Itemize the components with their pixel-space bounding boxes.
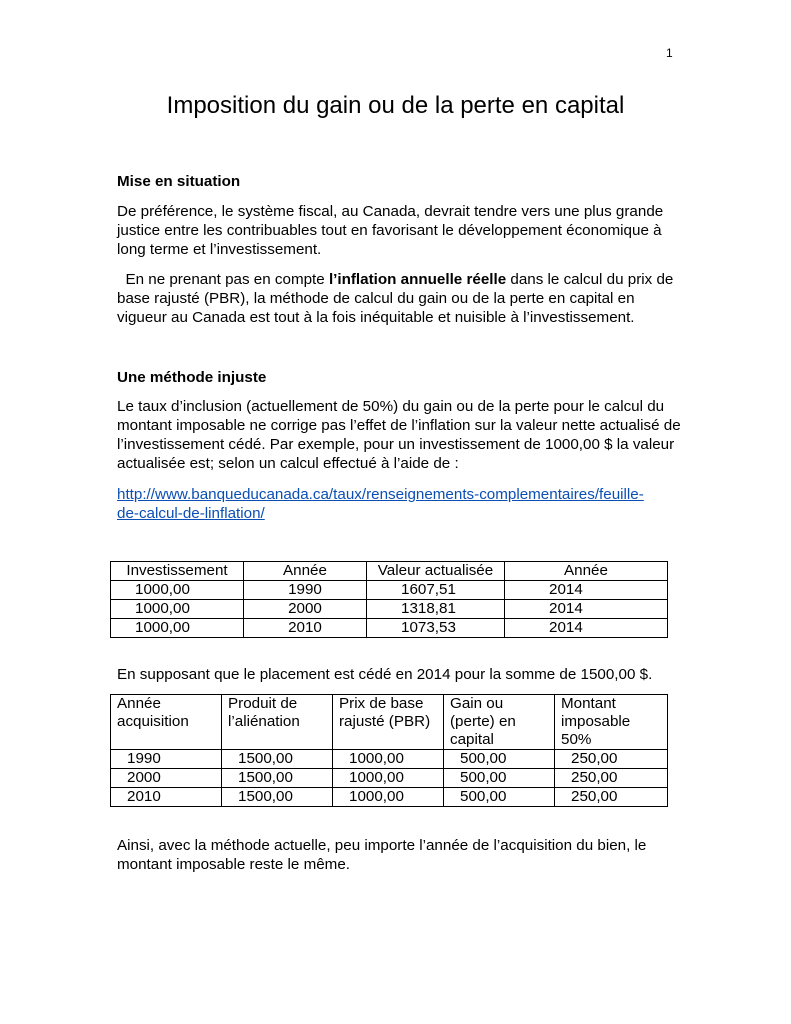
header-line: Produit de — [228, 695, 298, 712]
header-line: capital — [450, 731, 494, 748]
table-cell: 1000,00 — [111, 600, 244, 619]
paragraph-intro: De préférence, le système fiscal, au Canada, devrait tendre vers une plus grande justice entre les contribuables tout en favorisant le développement économique à long terme et l’investissement. — [117, 203, 664, 258]
table-cell: 1500,00 — [222, 788, 333, 807]
table-cell: 1000,00 — [333, 769, 444, 788]
paragraph-inflation-start: En ne prenant pas en compte — [117, 271, 329, 288]
table-cell: 1318,81 — [367, 600, 505, 619]
table-cell: 1000,00 — [111, 581, 244, 600]
table-header-cell: Année — [505, 562, 668, 581]
table-header-cell — [555, 695, 668, 750]
page-number: 1 — [666, 46, 673, 60]
paragraph-taux-inclusion: Le taux d’inclusion (actuellement de 50%) du gain ou de la perte pour le calcul du montant imposable ne corrige pas l’effet de l’inflation sur la valeur nette actualisé de l’investissement cédé. Par exemple, pour un investissement de 1000,00 $ la valeur actualisée est; selon un calcul effectué à l’aide de : — [117, 398, 681, 472]
paragraph-placement-cede: En supposant que le placement est cédé en 2014 pour la somme de 1500,00 $. — [117, 666, 653, 683]
table-cell: 2000 — [244, 600, 367, 619]
table-cell: 2014 — [505, 619, 668, 638]
link-line-2[interactable]: de-calcul-de-linflation/ — [117, 505, 265, 522]
link-line-1[interactable]: http://www.banqueducanada.ca/taux/renseignements-complementaires/feuille- — [117, 486, 644, 503]
header-line: Prix de base — [339, 695, 424, 712]
table-cell: 1500,00 — [222, 769, 333, 788]
inflation-calculator-link[interactable] — [117, 485, 687, 523]
header-line: Gain ou — [450, 695, 504, 712]
header-line: (perte) en — [450, 713, 516, 730]
table-row — [111, 788, 668, 807]
table-row — [111, 600, 668, 619]
montant-imposable-table — [110, 694, 668, 807]
table-header-row — [111, 695, 668, 750]
table-cell: 1000,00 — [111, 619, 244, 638]
header-line: 50% — [561, 731, 592, 748]
table-header-cell — [222, 695, 333, 750]
table-header-cell — [333, 695, 444, 750]
header-line: Année — [117, 695, 161, 712]
paragraph-conclusion: Ainsi, avec la méthode actuelle, peu importe l’année de l’acquisition du bien, le montant imposable reste le même. — [117, 837, 647, 873]
valeur-actualisee-table — [110, 561, 668, 638]
table-row — [111, 769, 668, 788]
table-header-cell — [111, 695, 222, 750]
table-header-cell: Investissement — [111, 562, 244, 581]
header-line: l’aliénation — [228, 713, 300, 730]
table-row — [111, 750, 668, 769]
paragraph-inflation-bold: l’inflation annuelle réelle — [328, 271, 507, 288]
table-cell: 1990 — [244, 581, 367, 600]
table-cell: 250,00 — [555, 769, 668, 788]
table-row — [111, 581, 668, 600]
table-header-cell: Année — [244, 562, 367, 581]
paragraph-inflation-end: dans le calcul du prix de base rajusté (PBR), la méthode de calcul du gain ou de la perte en capital en vigueur au Canada est tout à la fois inéquitable et nuisible à l’investissement. — [117, 271, 678, 326]
table-cell: 250,00 — [555, 788, 668, 807]
table-cell: 1000,00 — [333, 750, 444, 769]
table-cell: 2000 — [111, 769, 222, 788]
table-cell: 250,00 — [555, 750, 668, 769]
table-header-cell — [444, 695, 555, 750]
table-cell: 2014 — [505, 581, 668, 600]
header-line: Montant — [561, 695, 616, 712]
table-cell: 1607,51 — [367, 581, 505, 600]
table-cell: 1073,53 — [367, 619, 505, 638]
table-cell: 2014 — [505, 600, 668, 619]
table-cell: 500,00 — [444, 769, 555, 788]
table-cell: 2010 — [244, 619, 367, 638]
table-cell: 1000,00 — [333, 788, 444, 807]
section-heading-methode-injuste: Une méthode injuste — [117, 369, 267, 386]
header-line: rajusté (PBR) — [339, 713, 431, 730]
document-title: Imposition du gain ou de la perte en capital — [166, 92, 625, 119]
table-cell: 500,00 — [444, 788, 555, 807]
table-cell: 500,00 — [444, 750, 555, 769]
table-cell: 1990 — [111, 750, 222, 769]
table-header-cell: Valeur actualisée — [367, 562, 505, 581]
table-cell: 2010 — [111, 788, 222, 807]
section-heading-mise-en-situation: Mise en situation — [117, 173, 241, 190]
table-cell: 1500,00 — [222, 750, 333, 769]
paragraph-inflation — [117, 270, 687, 327]
header-line: acquisition — [117, 713, 189, 730]
header-line: imposable — [561, 713, 631, 730]
table-header-row — [111, 562, 668, 581]
table-row — [111, 619, 668, 638]
